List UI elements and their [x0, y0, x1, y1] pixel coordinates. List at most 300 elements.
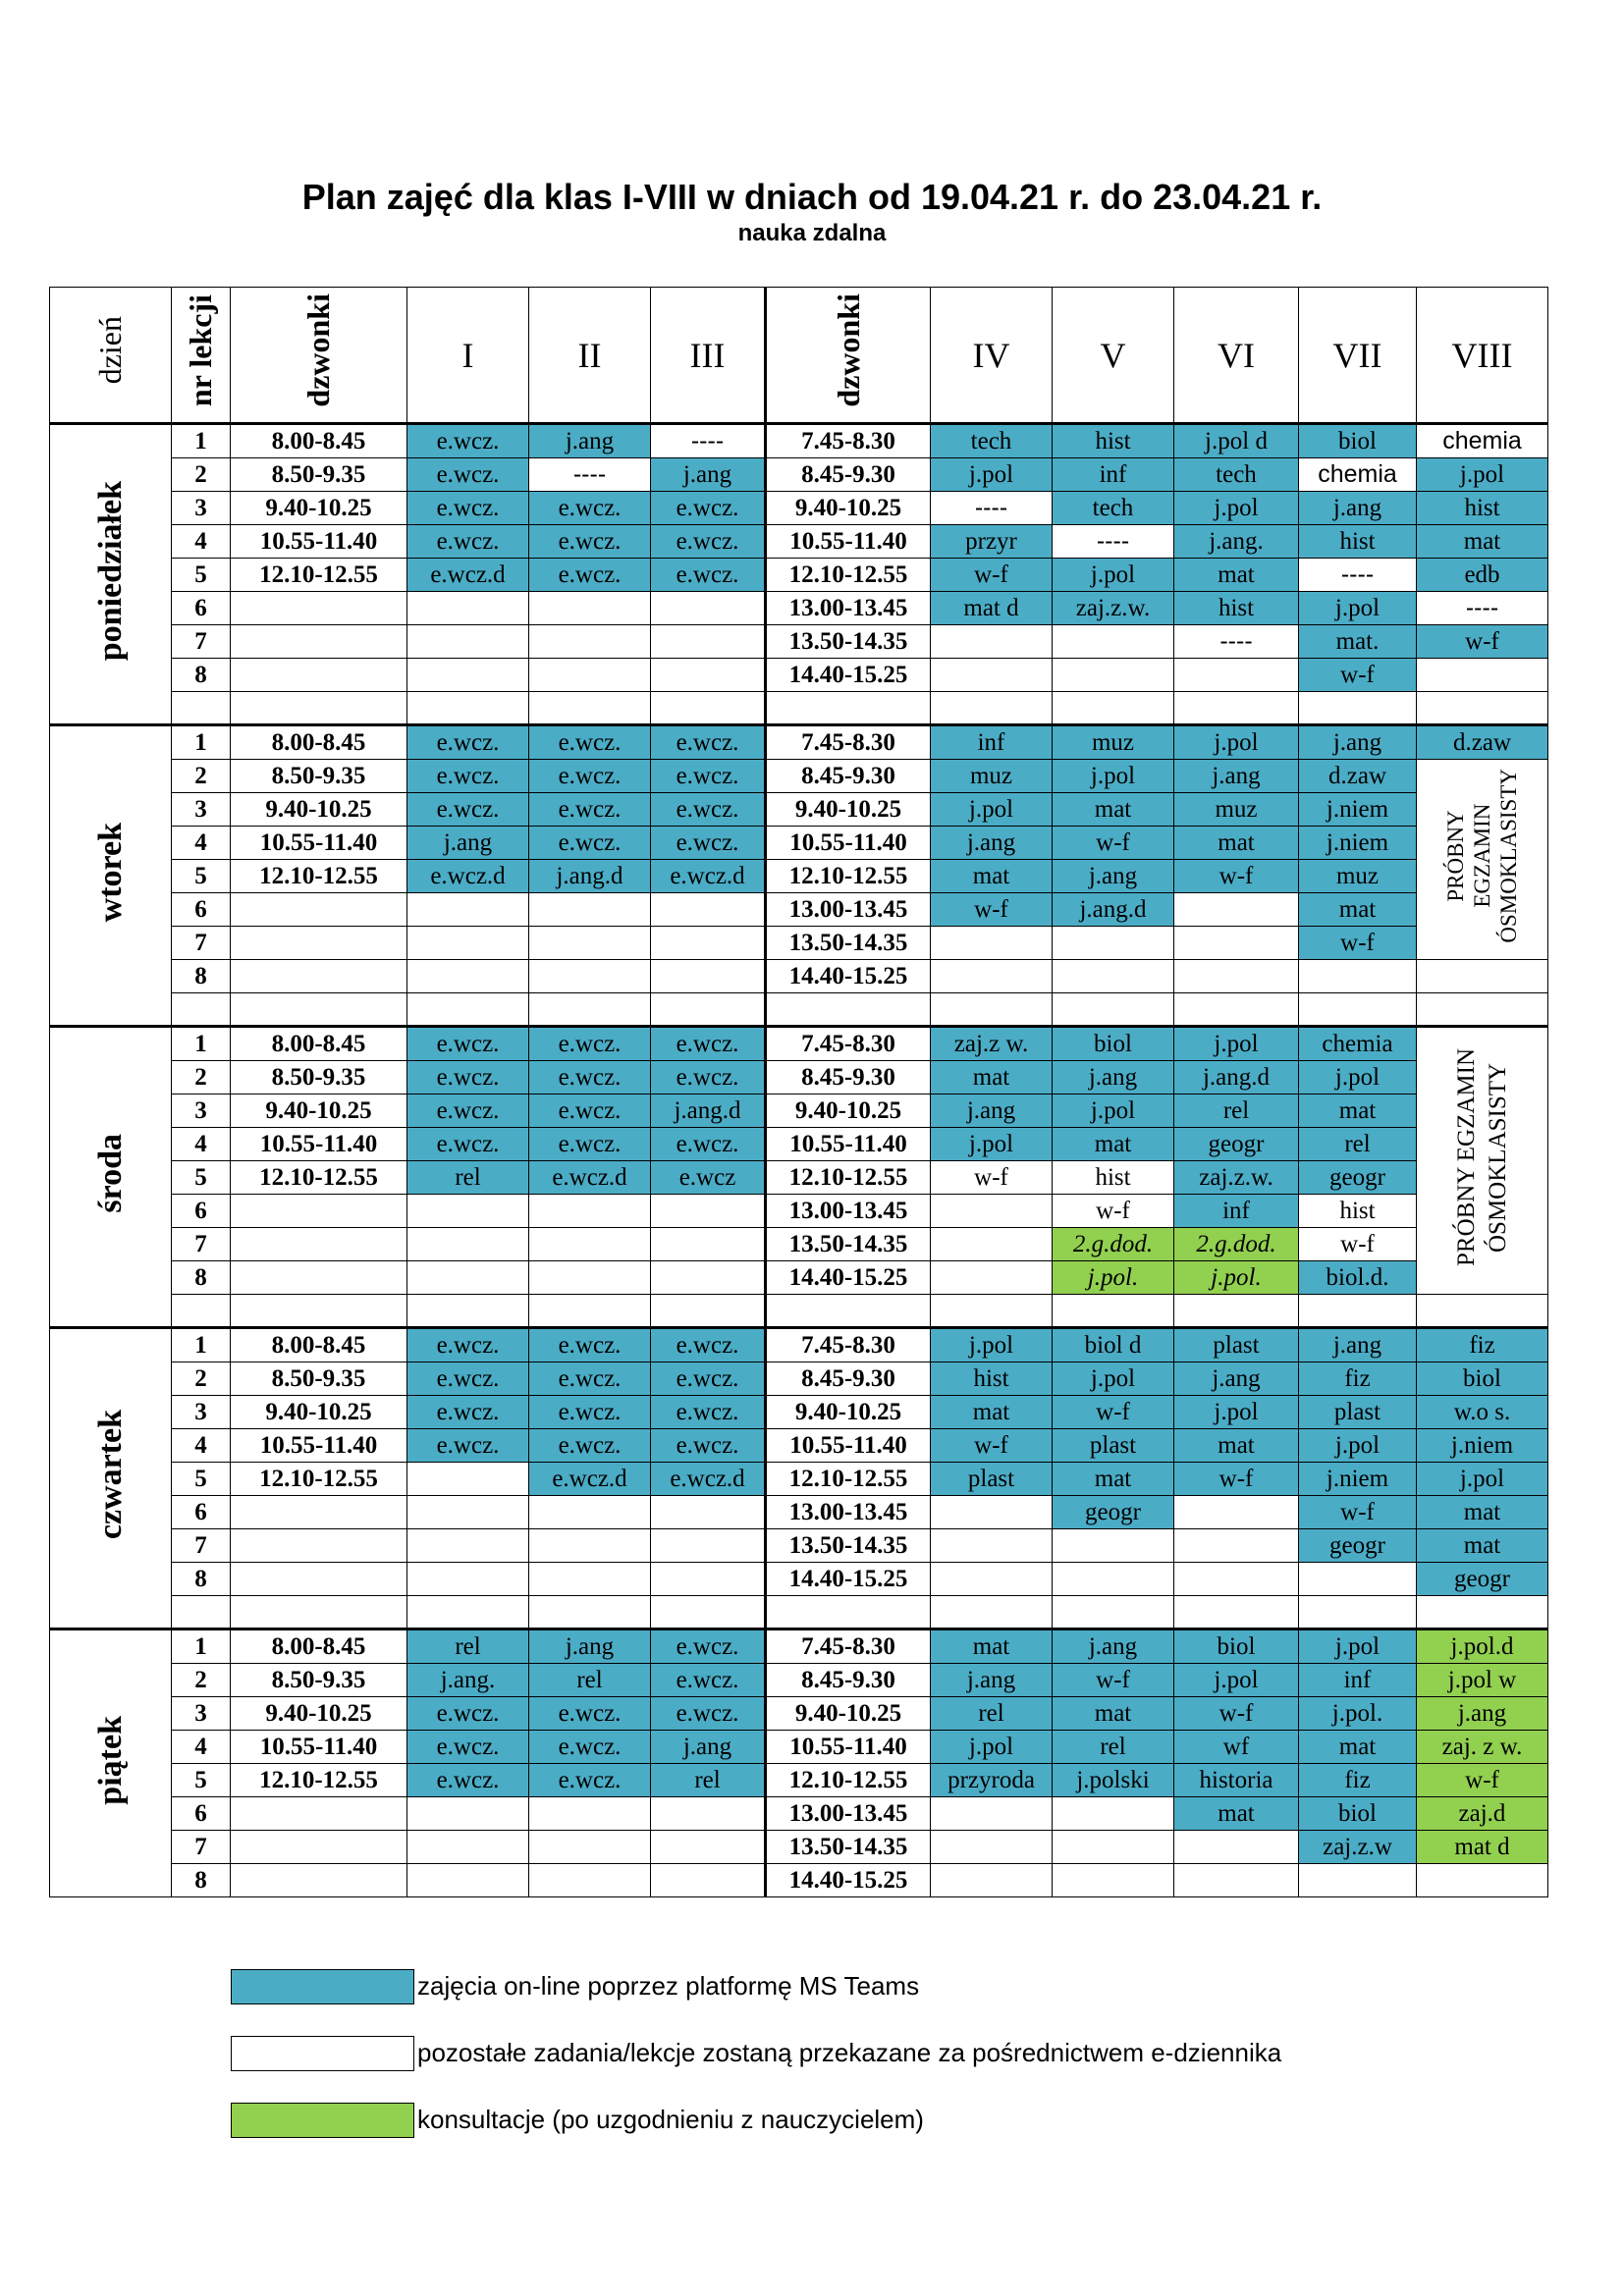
lesson-cell: hist — [1299, 525, 1417, 559]
bell-time-2: 7.45-8.30 — [766, 424, 931, 458]
lesson-cell: przyr — [931, 525, 1053, 559]
lesson-cell — [931, 1864, 1053, 1897]
spacer-cell — [407, 1596, 529, 1629]
lesson-cell: inf — [1174, 1195, 1299, 1228]
schedule-table — [49, 287, 1548, 1897]
spacer-cell — [931, 1596, 1053, 1629]
lesson-cell — [407, 893, 529, 927]
lesson-cell: zaj.z.w. — [1053, 592, 1174, 625]
bell-time-1 — [231, 1529, 407, 1563]
lesson-cell — [651, 1797, 766, 1831]
bell-time-1: 12.10-12.55 — [231, 559, 407, 592]
lesson-cell — [1174, 1563, 1299, 1596]
spacer-cell — [931, 692, 1053, 725]
lesson-cell — [1174, 659, 1299, 692]
lesson-cell: biol d — [1053, 1328, 1174, 1362]
lesson-number: 4 — [172, 1128, 231, 1161]
bell-time-1: 8.00-8.45 — [231, 424, 407, 458]
spacer-cell — [766, 1295, 931, 1328]
spacer-cell — [766, 993, 931, 1027]
lesson-cell: fiz — [1299, 1764, 1417, 1797]
bell-time-2: 13.50-14.35 — [766, 1831, 931, 1864]
lesson-number: 4 — [172, 1429, 231, 1463]
lesson-number: 3 — [172, 1697, 231, 1731]
lesson-cell: e.wcz. — [407, 525, 529, 559]
bell-time-2: 9.40-10.25 — [766, 1095, 931, 1128]
lesson-cell: e.wcz. — [651, 1664, 766, 1697]
lesson-cell: e.wcz. — [651, 1697, 766, 1731]
header-bells-1: dzwonki — [231, 288, 407, 424]
header-class-V: V — [1053, 288, 1174, 424]
lesson-cell — [931, 1261, 1053, 1295]
bell-time-2: 14.40-15.25 — [766, 1261, 931, 1295]
lesson-cell — [1174, 1864, 1299, 1897]
lesson-cell: w-f — [1053, 1195, 1174, 1228]
lesson-cell — [407, 1864, 529, 1897]
lesson-number: 2 — [172, 1362, 231, 1396]
lesson-cell: j.pol — [1174, 492, 1299, 525]
lesson-cell: j.pol — [1053, 1362, 1174, 1396]
lesson-cell: w-f — [1053, 1664, 1174, 1697]
lesson-cell — [529, 1864, 651, 1897]
spacer-row — [50, 1295, 1548, 1328]
spacer-cell — [1417, 1295, 1548, 1328]
table-row — [50, 424, 1548, 458]
lesson-cell — [1174, 927, 1299, 960]
lesson-cell: rel — [651, 1764, 766, 1797]
lesson-cell — [1053, 960, 1174, 993]
lesson-cell: j.ang.d — [651, 1095, 766, 1128]
lesson-number: 7 — [172, 1228, 231, 1261]
lesson-cell: 2.g.dod. — [1053, 1228, 1174, 1261]
spacer-cell — [651, 1596, 766, 1629]
bell-time-2: 9.40-10.25 — [766, 1396, 931, 1429]
lesson-cell: w-f — [1174, 1697, 1299, 1731]
lesson-cell — [407, 1529, 529, 1563]
lesson-cell: j.ang — [1299, 725, 1417, 760]
day-label: wtorek — [50, 725, 172, 1027]
lesson-cell: mat — [1417, 525, 1548, 559]
lesson-cell — [931, 960, 1053, 993]
lesson-cell: w-f — [1299, 1228, 1417, 1261]
bell-time-2: 8.45-9.30 — [766, 1061, 931, 1095]
lesson-cell: inf — [1299, 1664, 1417, 1697]
lesson-cell: j.ang — [1053, 1629, 1174, 1664]
legend-swatch-online — [231, 1969, 414, 2004]
lesson-cell: j.niem — [1417, 1429, 1548, 1463]
spacer-cell — [172, 1295, 231, 1328]
bell-time-1: 8.50-9.35 — [231, 458, 407, 492]
bell-time-2: 13.00-13.45 — [766, 592, 931, 625]
bell-time-2: 14.40-15.25 — [766, 1864, 931, 1897]
lesson-number: 5 — [172, 559, 231, 592]
lesson-cell: j.ang. — [407, 1664, 529, 1697]
lesson-number: 1 — [172, 1027, 231, 1061]
lesson-cell: hist — [1299, 1195, 1417, 1228]
lesson-number: 1 — [172, 1328, 231, 1362]
lesson-cell: tech — [931, 424, 1053, 458]
lesson-cell: geogr — [1417, 1563, 1548, 1596]
bell-time-1 — [231, 659, 407, 692]
spacer-cell — [172, 692, 231, 725]
lesson-cell: e.wcz. — [529, 760, 651, 793]
lesson-cell — [529, 960, 651, 993]
lesson-cell: e.wcz. — [529, 793, 651, 827]
lesson-cell — [931, 1831, 1053, 1864]
lesson-cell: j.pol — [1299, 1429, 1417, 1463]
bell-time-2: 10.55-11.40 — [766, 827, 931, 860]
lesson-cell: e.wcz. — [407, 1396, 529, 1429]
lesson-cell: e.wcz. — [529, 1429, 651, 1463]
bell-time-2: 7.45-8.30 — [766, 1629, 931, 1664]
lesson-cell — [1053, 659, 1174, 692]
lesson-cell: geogr — [1299, 1161, 1417, 1195]
lesson-cell: rel — [407, 1629, 529, 1664]
bell-time-2: 13.50-14.35 — [766, 625, 931, 659]
lesson-cell: e.wcz. — [651, 1396, 766, 1429]
bell-time-2: 7.45-8.30 — [766, 725, 931, 760]
lesson-cell: plast — [1053, 1429, 1174, 1463]
lesson-cell: ---- — [1299, 559, 1417, 592]
lesson-cell: geogr — [1299, 1529, 1417, 1563]
spacer-row — [50, 993, 1548, 1027]
lesson-cell: j.niem — [1299, 827, 1417, 860]
spacer-cell — [1174, 1596, 1299, 1629]
lesson-cell — [1053, 1563, 1174, 1596]
bell-time-1: 10.55-11.40 — [231, 1429, 407, 1463]
bell-time-1 — [231, 1563, 407, 1596]
table-row — [50, 893, 1548, 927]
bell-time-2: 13.50-14.35 — [766, 1529, 931, 1563]
lesson-cell: j.pol — [1174, 1664, 1299, 1697]
lesson-cell — [651, 1529, 766, 1563]
lesson-cell: w-f — [1417, 1764, 1548, 1797]
spacer-cell — [1299, 1295, 1417, 1328]
lesson-cell: muz — [1053, 725, 1174, 760]
spacer-cell — [1299, 692, 1417, 725]
lesson-cell — [529, 1195, 651, 1228]
lesson-cell: ---- — [1053, 525, 1174, 559]
lesson-cell: w-f — [1174, 860, 1299, 893]
lesson-cell: e.wcz. — [529, 1328, 651, 1362]
lesson-cell: mat. — [1299, 625, 1417, 659]
lesson-cell — [651, 1864, 766, 1897]
lesson-cell: j.pol w — [1417, 1664, 1548, 1697]
lesson-cell: rel — [1299, 1128, 1417, 1161]
lesson-cell — [1053, 927, 1174, 960]
bell-time-2: 13.50-14.35 — [766, 1228, 931, 1261]
lesson-cell — [651, 960, 766, 993]
lesson-number: 2 — [172, 1061, 231, 1095]
lesson-cell: w-f — [1299, 659, 1417, 692]
lesson-cell — [651, 592, 766, 625]
lesson-cell: j.ang — [407, 827, 529, 860]
lesson-cell — [931, 1195, 1053, 1228]
spacer-cell — [231, 692, 407, 725]
exam-note: PRÓBNY EGZAMIN ÓSMOKLASISTY — [1417, 1027, 1548, 1295]
bell-time-2: 9.40-10.25 — [766, 1697, 931, 1731]
lesson-cell: j.pol. — [1174, 1261, 1299, 1295]
lesson-cell: hist — [1053, 424, 1174, 458]
lesson-number: 8 — [172, 1864, 231, 1897]
lesson-number: 4 — [172, 525, 231, 559]
lesson-cell: mat d — [931, 592, 1053, 625]
lesson-cell — [931, 1529, 1053, 1563]
bell-time-1 — [231, 1228, 407, 1261]
lesson-cell: tech — [1053, 492, 1174, 525]
lesson-cell: j.pol — [1053, 760, 1174, 793]
lesson-cell: geogr — [1174, 1128, 1299, 1161]
lesson-cell: e.wcz. — [651, 559, 766, 592]
bell-time-2: 7.45-8.30 — [766, 1328, 931, 1362]
spacer-cell — [931, 1295, 1053, 1328]
lesson-cell: mat — [1417, 1496, 1548, 1529]
lesson-cell: e.wcz. — [651, 725, 766, 760]
lesson-cell: j.polski — [1053, 1764, 1174, 1797]
lesson-cell: j.pol. — [1053, 1261, 1174, 1295]
lesson-number: 3 — [172, 793, 231, 827]
lesson-cell — [1174, 1831, 1299, 1864]
bell-time-2: 13.00-13.45 — [766, 1195, 931, 1228]
lesson-number: 6 — [172, 1496, 231, 1529]
bell-time-1: 10.55-11.40 — [231, 1128, 407, 1161]
header-class-I: I — [407, 288, 529, 424]
table-row — [50, 559, 1548, 592]
table-row — [50, 1797, 1548, 1831]
lesson-cell: e.wcz. — [651, 1362, 766, 1396]
lesson-cell: j.pol — [931, 1128, 1053, 1161]
bell-time-1 — [231, 893, 407, 927]
lesson-cell: j.pol — [931, 1328, 1053, 1362]
table-row — [50, 1195, 1548, 1228]
spacer-cell — [231, 1596, 407, 1629]
lesson-cell: zaj.d — [1417, 1797, 1548, 1831]
bell-time-2: 8.45-9.30 — [766, 1664, 931, 1697]
lesson-cell: inf — [1053, 458, 1174, 492]
lesson-cell — [407, 1228, 529, 1261]
lesson-cell: j.ang — [1299, 1328, 1417, 1362]
table-row — [50, 927, 1548, 960]
lesson-cell: e.wcz. — [407, 492, 529, 525]
lesson-number: 2 — [172, 1664, 231, 1697]
lesson-cell — [931, 1496, 1053, 1529]
lesson-cell: w-f — [1053, 827, 1174, 860]
lesson-cell — [1417, 960, 1548, 993]
bell-time-1: 10.55-11.40 — [231, 525, 407, 559]
lesson-cell: hist — [931, 1362, 1053, 1396]
lesson-cell: j.ang — [651, 458, 766, 492]
bell-time-1: 9.40-10.25 — [231, 492, 407, 525]
bell-time-2: 12.10-12.55 — [766, 860, 931, 893]
lesson-cell — [529, 1261, 651, 1295]
lesson-cell: muz — [1299, 860, 1417, 893]
bell-time-1: 8.50-9.35 — [231, 1362, 407, 1396]
bell-time-1: 9.40-10.25 — [231, 1095, 407, 1128]
day-label: poniedziałek — [50, 424, 172, 725]
table-row — [50, 1463, 1548, 1496]
bell-time-1: 12.10-12.55 — [231, 1764, 407, 1797]
bell-time-1 — [231, 1797, 407, 1831]
lesson-cell: j.niem — [1299, 1463, 1417, 1496]
lesson-cell: j.pol — [931, 458, 1053, 492]
spacer-row — [50, 692, 1548, 725]
lesson-cell — [529, 1797, 651, 1831]
bell-time-2: 10.55-11.40 — [766, 1429, 931, 1463]
table-row — [50, 860, 1548, 893]
lesson-cell: mat — [1053, 1463, 1174, 1496]
spacer-cell — [931, 993, 1053, 1027]
lesson-number: 1 — [172, 1629, 231, 1664]
lesson-cell: j.ang — [931, 1664, 1053, 1697]
lesson-cell: e.wcz. — [407, 1697, 529, 1731]
lesson-cell: e.wcz. — [407, 1731, 529, 1764]
lesson-cell: ---- — [529, 458, 651, 492]
lesson-cell: j.pol.d — [1417, 1629, 1548, 1664]
lesson-cell: e.wcz.d — [651, 1463, 766, 1496]
lesson-cell: j.ang.d — [529, 860, 651, 893]
lesson-cell: e.wcz. — [529, 1362, 651, 1396]
lesson-cell: j.ang.d — [1053, 893, 1174, 927]
lesson-cell — [407, 1797, 529, 1831]
lesson-cell: e.wcz. — [651, 827, 766, 860]
bell-time-2: 12.10-12.55 — [766, 1764, 931, 1797]
spacer-cell — [231, 993, 407, 1027]
spacer-cell — [529, 692, 651, 725]
header-day: dzień — [50, 288, 172, 424]
lesson-cell: ---- — [1417, 592, 1548, 625]
spacer-cell — [407, 1295, 529, 1328]
table-row — [50, 1228, 1548, 1261]
bell-time-2: 13.00-13.45 — [766, 893, 931, 927]
header-class-II: II — [529, 288, 651, 424]
table-row — [50, 592, 1548, 625]
table-row — [50, 1396, 1548, 1429]
lesson-cell: e.wcz. — [407, 1061, 529, 1095]
table-row — [50, 1328, 1548, 1362]
header-row — [50, 288, 1548, 424]
lesson-cell: biol — [1053, 1027, 1174, 1061]
lesson-number: 5 — [172, 860, 231, 893]
lesson-cell — [931, 625, 1053, 659]
spacer-cell — [651, 1295, 766, 1328]
lesson-number: 3 — [172, 1396, 231, 1429]
spacer-cell — [1053, 1295, 1174, 1328]
lesson-number: 6 — [172, 893, 231, 927]
lesson-cell: e.wcz. — [529, 1095, 651, 1128]
lesson-cell — [651, 659, 766, 692]
lesson-cell: mat — [931, 860, 1053, 893]
bell-time-2: 9.40-10.25 — [766, 492, 931, 525]
spacer-cell — [1053, 692, 1174, 725]
lesson-number: 5 — [172, 1161, 231, 1195]
lesson-cell — [651, 1195, 766, 1228]
lesson-cell: j.ang — [651, 1731, 766, 1764]
lesson-cell: muz — [931, 760, 1053, 793]
lesson-cell: w-f — [931, 1429, 1053, 1463]
lesson-cell — [651, 927, 766, 960]
table-row — [50, 1095, 1548, 1128]
lesson-number: 6 — [172, 592, 231, 625]
lesson-cell: j.pol — [931, 793, 1053, 827]
lesson-cell: e.wcz. — [407, 725, 529, 760]
lesson-cell: w-f — [1299, 1496, 1417, 1529]
lesson-cell: e.wcz. — [407, 760, 529, 793]
lesson-cell — [651, 1496, 766, 1529]
bell-time-2: 13.00-13.45 — [766, 1496, 931, 1529]
lesson-cell: biol — [1417, 1362, 1548, 1396]
lesson-cell: e.wcz.d — [529, 1161, 651, 1195]
lesson-cell: e.wcz. — [651, 1629, 766, 1664]
lesson-cell — [1299, 1563, 1417, 1596]
lesson-cell: j.pol — [1174, 1027, 1299, 1061]
bell-time-1: 12.10-12.55 — [231, 1463, 407, 1496]
spacer-cell — [529, 1596, 651, 1629]
lesson-cell: biol — [1174, 1629, 1299, 1664]
lesson-cell — [1299, 960, 1417, 993]
lesson-cell: inf — [931, 725, 1053, 760]
lesson-number: 3 — [172, 492, 231, 525]
lesson-number: 4 — [172, 1731, 231, 1764]
lesson-cell: 2.g.dod. — [1174, 1228, 1299, 1261]
lesson-cell — [407, 659, 529, 692]
lesson-cell: wf — [1174, 1731, 1299, 1764]
spacer-cell — [766, 692, 931, 725]
table-row — [50, 1261, 1548, 1295]
lesson-cell: j.pol — [1417, 458, 1548, 492]
lesson-cell — [529, 1831, 651, 1864]
header-class-VIII: VIII — [1417, 288, 1548, 424]
lesson-cell — [529, 1228, 651, 1261]
lesson-number: 6 — [172, 1195, 231, 1228]
lesson-number: 7 — [172, 625, 231, 659]
lesson-cell: e.wcz.d — [407, 860, 529, 893]
lesson-cell: e.wcz. — [651, 793, 766, 827]
page-subtitle: nauka zdalna — [737, 220, 887, 246]
lesson-cell — [407, 592, 529, 625]
lesson-cell: e.wcz. — [407, 424, 529, 458]
lesson-cell: e.wcz. — [407, 1027, 529, 1061]
spacer-cell — [1174, 993, 1299, 1027]
lesson-cell: rel — [529, 1664, 651, 1697]
lesson-cell: d.zaw — [1299, 760, 1417, 793]
table-row — [50, 760, 1548, 793]
lesson-number: 5 — [172, 1764, 231, 1797]
lesson-cell: e.wcz.d — [407, 559, 529, 592]
table-row — [50, 659, 1548, 692]
lesson-number: 8 — [172, 659, 231, 692]
lesson-cell — [651, 1228, 766, 1261]
lesson-cell: chemia — [1299, 458, 1417, 492]
bell-time-1: 10.55-11.40 — [231, 827, 407, 860]
lesson-cell: geogr — [1053, 1496, 1174, 1529]
lesson-cell: j.ang — [931, 827, 1053, 860]
legend-swatch-ediary — [231, 2036, 414, 2071]
lesson-cell: zaj.z.w — [1299, 1831, 1417, 1864]
bell-time-1 — [231, 1261, 407, 1295]
lesson-cell — [407, 1831, 529, 1864]
lesson-cell — [407, 960, 529, 993]
lesson-cell — [931, 1228, 1053, 1261]
bell-time-2: 13.50-14.35 — [766, 927, 931, 960]
lesson-cell: hist — [1417, 492, 1548, 525]
lesson-cell: hist — [1174, 592, 1299, 625]
lesson-cell: d.zaw — [1417, 725, 1548, 760]
spacer-cell — [651, 692, 766, 725]
lesson-cell: j.ang.d — [1174, 1061, 1299, 1095]
lesson-cell — [1053, 1797, 1174, 1831]
lesson-cell: e.wcz. — [651, 1328, 766, 1362]
lesson-cell: j.pol. — [1299, 1697, 1417, 1731]
